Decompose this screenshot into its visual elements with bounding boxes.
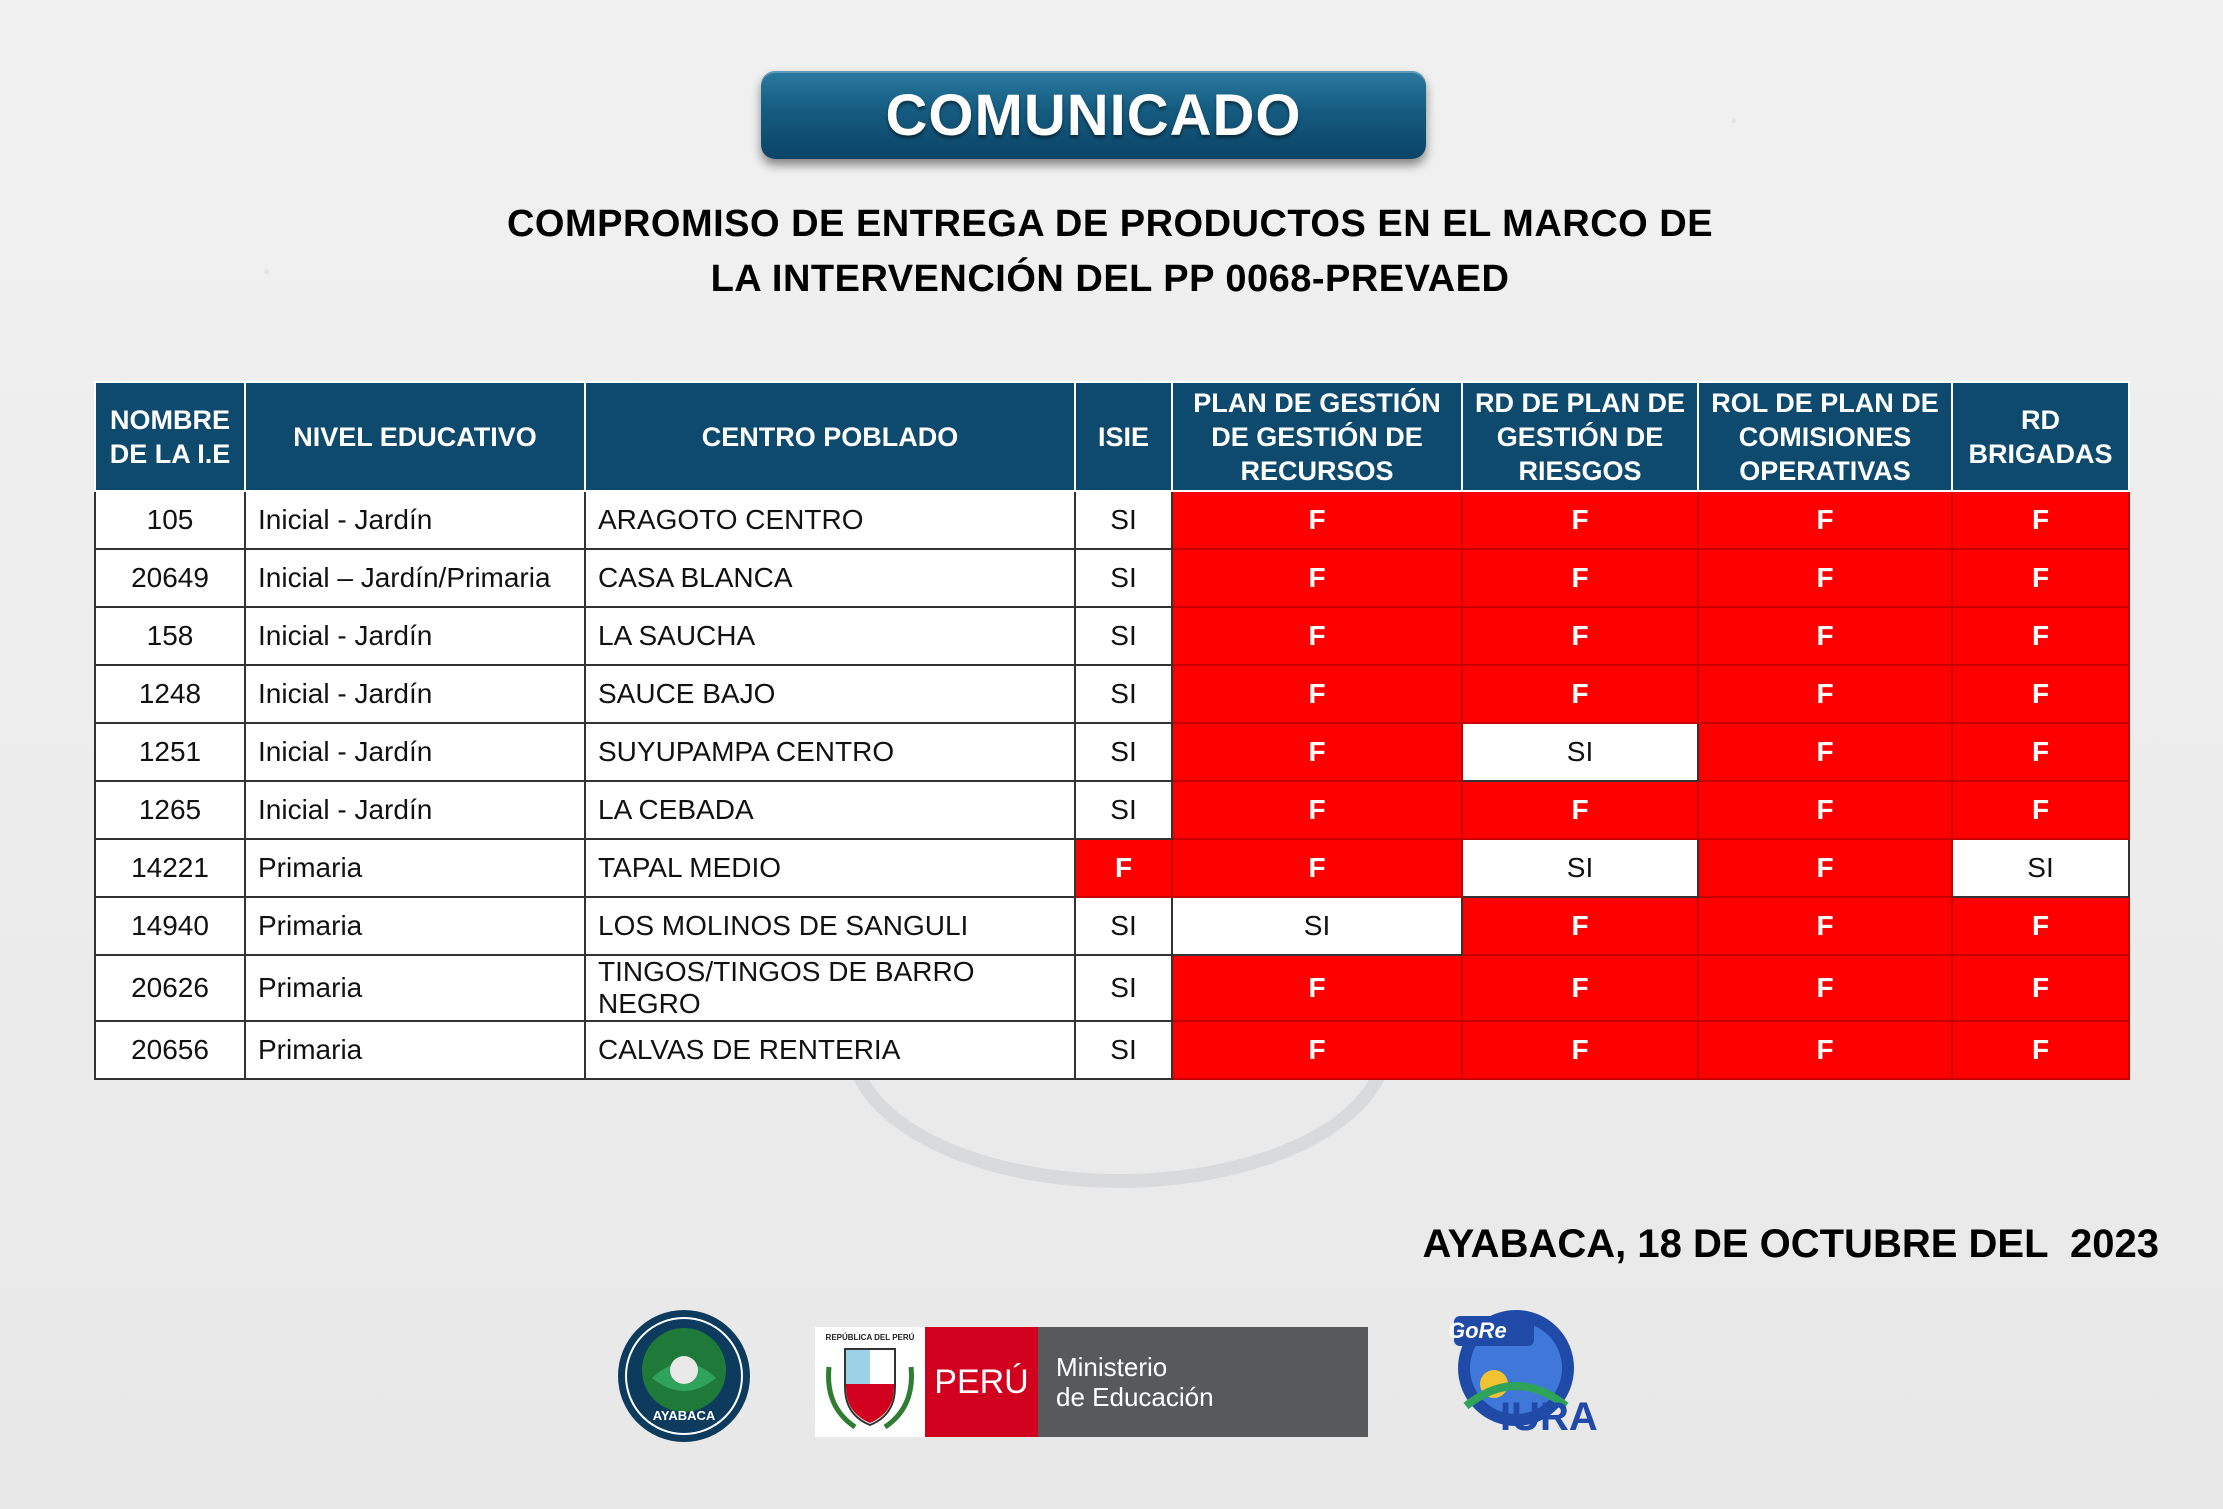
table-cell: SI xyxy=(1075,1021,1172,1079)
ugel-logo-text: AYABACA xyxy=(652,1408,716,1423)
table-row xyxy=(95,897,2129,955)
table-row xyxy=(95,781,2129,839)
table-cell: Inicial - Jardín xyxy=(245,607,585,665)
table-cell: 105 xyxy=(95,491,245,549)
table-cell: F xyxy=(1952,781,2129,839)
column-header: NIVEL EDUCATIVO xyxy=(245,382,585,491)
subtitle-line-2: LA INTERVENCIÓN DEL PP 0068-PREVAED xyxy=(710,258,1510,300)
table-cell: F xyxy=(1462,549,1698,607)
table-cell: SI xyxy=(1075,781,1172,839)
table-cell: 1248 xyxy=(95,665,245,723)
table-cell: F xyxy=(1952,723,2129,781)
table-cell: F xyxy=(1462,1021,1698,1079)
table-cell: TAPAL MEDIO xyxy=(585,839,1075,897)
table-cell: F xyxy=(1698,607,1952,665)
table-cell: TINGOS/TINGOS DE BARRO NEGRO xyxy=(585,955,1075,1021)
table-cell: Inicial - Jardín xyxy=(245,723,585,781)
piura-label: IURA xyxy=(1500,1395,1598,1439)
table-cell: Inicial – Jardín/Primaria xyxy=(245,549,585,607)
table-cell: F xyxy=(1172,607,1462,665)
column-header: PLAN DE GESTIÓN DE GESTIÓN DE RECURSOS xyxy=(1172,382,1462,491)
column-header: NOMBRE DE LA I.E xyxy=(95,382,245,491)
table-cell: F xyxy=(1462,491,1698,549)
ministry-line-1: Ministerio xyxy=(1056,1352,1168,1382)
table-header-row xyxy=(95,382,2129,491)
table-cell: F xyxy=(1172,549,1462,607)
table-cell: 20649 xyxy=(95,549,245,607)
peru-shield xyxy=(815,1327,925,1437)
table-cell: 14940 xyxy=(95,897,245,955)
table-cell: 14221 xyxy=(95,839,245,897)
table-cell: F xyxy=(1172,781,1462,839)
table-row xyxy=(95,1021,2129,1079)
ministry-line-2: de Educación xyxy=(1056,1382,1214,1412)
table-cell: Inicial - Jardín xyxy=(245,781,585,839)
table-cell: F xyxy=(1462,607,1698,665)
minedu-logo xyxy=(815,1327,1368,1437)
table-cell: F xyxy=(1172,839,1462,897)
column-header: RD DE PLAN DE GESTIÓN DE RIESGOS xyxy=(1462,382,1698,491)
table-cell: Primaria xyxy=(245,1021,585,1079)
table-row xyxy=(95,723,2129,781)
gore-label: GoRe xyxy=(1448,1318,1507,1343)
peru-shield-label: REPÚBLICA DEL PERÚ xyxy=(825,1333,915,1342)
table-cell: SI xyxy=(1075,607,1172,665)
ugel-ayabaca-logo xyxy=(616,1308,752,1444)
table-cell: F xyxy=(1172,665,1462,723)
table-cell: SI xyxy=(1172,897,1462,955)
table-cell: SI xyxy=(1075,665,1172,723)
table-body xyxy=(95,491,2129,1079)
table-cell: 158 xyxy=(95,607,245,665)
table-row xyxy=(95,955,2129,1021)
table-cell: F xyxy=(1698,491,1952,549)
table-cell: 20656 xyxy=(95,1021,245,1079)
table-cell: Primaria xyxy=(245,897,585,955)
table-cell: SI xyxy=(1075,955,1172,1021)
table-cell: F xyxy=(1172,1021,1462,1079)
table-cell: CALVAS DE RENTERIA xyxy=(585,1021,1075,1079)
table-cell: F xyxy=(1698,549,1952,607)
table-cell: F xyxy=(1952,1021,2129,1079)
table-cell: Primaria xyxy=(245,955,585,1021)
column-header: ROL DE PLAN DE COMISIONES OPERATIVAS xyxy=(1698,382,1952,491)
column-header: RD BRIGADAS xyxy=(1952,382,2129,491)
table-cell: F xyxy=(1698,897,1952,955)
banner-title: COMUNICADO xyxy=(885,82,1302,148)
table-cell: F xyxy=(1698,665,1952,723)
table-row xyxy=(95,549,2129,607)
table-cell: F xyxy=(1462,955,1698,1021)
table-cell: F xyxy=(1698,839,1952,897)
table-cell: F xyxy=(1172,723,1462,781)
table-cell: 1251 xyxy=(95,723,245,781)
products-table xyxy=(94,381,2130,1080)
table-cell: F xyxy=(1952,955,2129,1021)
table-row xyxy=(95,665,2129,723)
table-cell: LA CEBADA xyxy=(585,781,1075,839)
table-cell: F xyxy=(1952,491,2129,549)
table-cell: F xyxy=(1075,839,1172,897)
table-row xyxy=(95,607,2129,665)
ministry-name xyxy=(1038,1327,1368,1437)
table-cell: F xyxy=(1952,607,2129,665)
date-line: AYABACA, 18 DE OCTUBRE DEL 2023 xyxy=(1422,1222,2159,1266)
table-cell: F xyxy=(1172,955,1462,1021)
table-cell: SI xyxy=(1462,723,1698,781)
table-cell: Inicial - Jardín xyxy=(245,491,585,549)
peru-label: PERÚ xyxy=(925,1327,1038,1437)
subtitle-line-1: COMPROMISO DE ENTREGA DE PRODUCTOS EN EL MARCO DE xyxy=(506,203,1714,245)
table-cell: F xyxy=(1698,781,1952,839)
table-row xyxy=(95,491,2129,549)
table-cell: F xyxy=(1462,665,1698,723)
shield-icon xyxy=(815,1327,925,1437)
table-cell: SI xyxy=(1075,491,1172,549)
table-cell: LA SAUCHA xyxy=(585,607,1075,665)
table-cell: F xyxy=(1952,549,2129,607)
column-header: CENTRO POBLADO xyxy=(585,382,1075,491)
table-cell: F xyxy=(1952,665,2129,723)
table-cell: SI xyxy=(1952,839,2129,897)
table-cell: LOS MOLINOS DE SANGULI xyxy=(585,897,1075,955)
table-cell: ARAGOTO CENTRO xyxy=(585,491,1075,549)
table-cell: 20626 xyxy=(95,955,245,1021)
table-cell: F xyxy=(1462,897,1698,955)
table-cell: CASA BLANCA xyxy=(585,549,1075,607)
table-cell: SI xyxy=(1075,723,1172,781)
table-cell: SUYUPAMPA CENTRO xyxy=(585,723,1075,781)
column-header: ISIE xyxy=(1075,382,1172,491)
table-cell: F xyxy=(1698,955,1952,1021)
table-cell: SI xyxy=(1462,839,1698,897)
table-cell: F xyxy=(1698,723,1952,781)
table-cell: SAUCE BAJO xyxy=(585,665,1075,723)
table-cell: F xyxy=(1698,1021,1952,1079)
table-row xyxy=(95,839,2129,897)
table-cell: F xyxy=(1172,491,1462,549)
table-cell: 1265 xyxy=(95,781,245,839)
comunicado-banner xyxy=(761,71,1426,159)
table-cell: Inicial - Jardín xyxy=(245,665,585,723)
table-cell: Primaria xyxy=(245,839,585,897)
table-cell: SI xyxy=(1075,549,1172,607)
table-cell: F xyxy=(1462,781,1698,839)
table-cell: SI xyxy=(1075,897,1172,955)
table-cell: F xyxy=(1952,897,2129,955)
